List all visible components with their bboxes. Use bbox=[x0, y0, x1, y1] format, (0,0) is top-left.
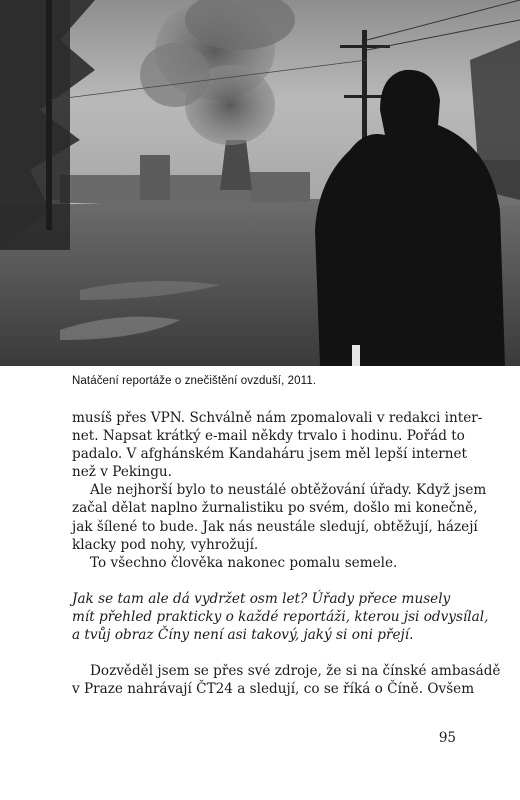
text-line: klacky pod nohy, vyhrožují. bbox=[72, 536, 259, 553]
paragraph bbox=[72, 662, 501, 698]
body-text bbox=[72, 409, 501, 698]
text-line: Ale nejhorší bylo to neustálé obtěžování úřady. Když jsem bbox=[90, 482, 487, 499]
text-line: mít přehled prakticky o každé reportáži, kterou jsi odvysílal, bbox=[72, 608, 489, 625]
paragraph bbox=[72, 481, 487, 553]
photograph bbox=[0, 0, 520, 366]
text-line: než v Pekingu. bbox=[72, 464, 172, 481]
interview-question bbox=[72, 590, 489, 644]
text-line: v Praze nahrávají ČT24 a sledují, co se říká o Číně. Ovšem bbox=[72, 681, 475, 698]
text-line: Dozvěděl jsem se přes své zdroje, že si na čínské ambasádě bbox=[90, 663, 501, 680]
text-line: net. Napsat krátký e-mail někdy trvalo i hodinu. Pořád to bbox=[72, 428, 465, 445]
text-line: musíš přes VPN. Schválně nám zpomalovali v redakci inter- bbox=[72, 410, 483, 426]
text-line: To všechno člověka nakonec pomalu semele. bbox=[90, 554, 398, 571]
paragraph bbox=[72, 554, 444, 572]
photo-caption: Natáčení reportáže o znečištění ovzduší, 2011. bbox=[72, 375, 317, 387]
paragraph bbox=[72, 409, 483, 481]
text-line: a tvůj obraz Číny není asi takový, jaký si oni přejí. bbox=[72, 627, 414, 644]
text-line: padalo. V afghánském Kandaháru jsem měl lepší internet bbox=[72, 446, 468, 463]
text-line: Jak se tam ale dá vydržet osm let? Úřady přece musely bbox=[72, 590, 451, 607]
text-line: začal dělat naplno žurnalistiku po svém, došlo mi konečně, bbox=[72, 500, 478, 517]
page-number: 95 bbox=[438, 730, 456, 746]
text-line: jak šílené to bude. Jak nás neustále sledují, obtěžují, házejí bbox=[72, 518, 478, 535]
